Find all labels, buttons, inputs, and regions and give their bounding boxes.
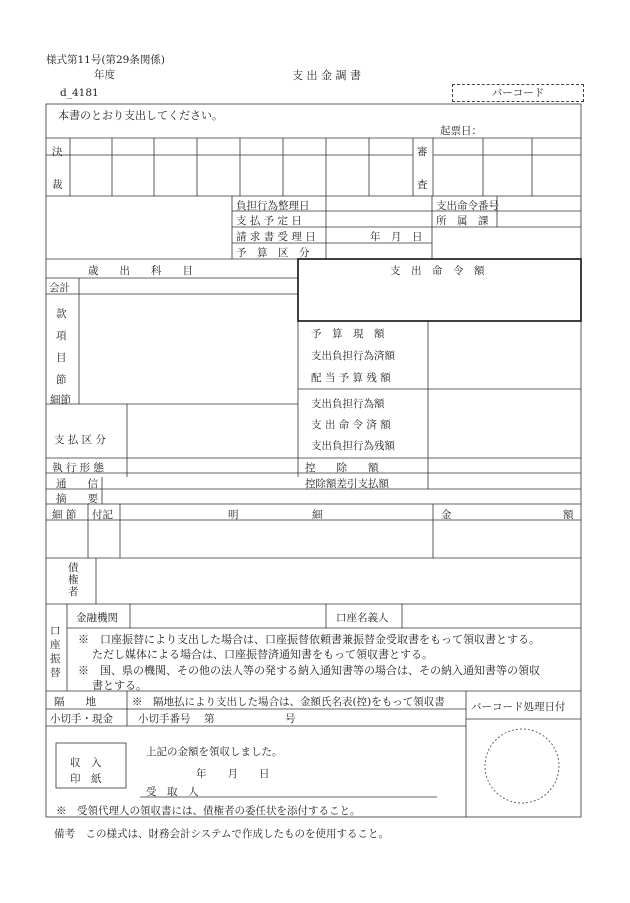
account-holder-label: 口座名義人 — [336, 612, 389, 624]
document-title: 支 出 金 調 書 — [292, 69, 361, 82]
net-payment-label: 控除額差引支払額 — [305, 478, 389, 490]
form-number: 様式第11号(第29条関係) — [46, 54, 165, 66]
receipt-date-label: 年 月 日 — [196, 768, 270, 780]
creditor-label: 債権者 — [68, 562, 79, 598]
footer-remark: 備考 この様式は、財務会計システムで作成したものを使用すること。 — [54, 828, 389, 840]
shinsa-label-top: 審 — [417, 146, 428, 158]
setsu-label: 節 — [56, 374, 67, 386]
revenue-stamp-label-top: 収 入 — [70, 757, 102, 769]
deduction-label: 控 除 額 — [305, 462, 379, 474]
payment-type-label: 支 払 区 分 — [54, 434, 107, 446]
futan-date-label: 負担行為整理日 — [236, 200, 310, 212]
ymd-label: 年 月 日 — [370, 231, 423, 243]
check-cash-label: 小切手・現金 — [50, 713, 113, 725]
bank-note-1: ※ 口座振替により支出した場合は、口座振替依頼書兼振替金受取書をもって領収書とする。 — [78, 633, 540, 646]
expenditure-item-header: 歳 出 科 目 — [88, 265, 193, 277]
moku-label: 目 — [56, 352, 67, 364]
saisetsu-label: 細節 — [50, 394, 71, 406]
order-number-label: 支出命令番号 — [436, 200, 499, 212]
receipt-note: ※ 受領代理人の領収書には、債権者の委任状を添付すること。 — [56, 805, 361, 817]
remote-note: ※ 隔地払により支出した場合は、金額氏名表(控)をもって領収書 — [132, 696, 445, 708]
document-id: d_4181 — [60, 87, 99, 99]
barcode-box: バーコード — [452, 84, 584, 102]
futan-balance-label: 支出負担行為残額 — [311, 440, 395, 452]
kou-label: 項 — [56, 330, 67, 342]
kessai-label-top: 決 — [52, 146, 63, 158]
bank-label: 金融機関 — [76, 612, 118, 624]
issue-date-label: 起票日： — [440, 125, 482, 137]
remote-label: 隔 地 — [54, 696, 96, 708]
check-gou-label: 号 — [285, 713, 296, 725]
futan-amount-label: 支出負担行為額 — [311, 398, 385, 410]
detail-description-header: 明 細 — [228, 509, 323, 521]
bank-note-4: 書とする。 — [92, 679, 147, 692]
payment-date-label: 支 払 予 定 日 — [236, 215, 302, 227]
allocated-balance-label: 配 当 予 算 残 額 — [311, 372, 391, 384]
detail-saisetsu-header: 細 節 — [52, 509, 77, 521]
barcode-date-label: バーコード処理日付 — [471, 701, 566, 713]
receiver-label: 受 取 人 — [146, 786, 199, 798]
revenue-stamp-label-bottom: 印 紙 — [70, 773, 102, 785]
kessai-label-bottom: 裁 — [52, 179, 63, 191]
futan-done-label: 支出負担行為済額 — [311, 350, 395, 362]
order-done-label: 支 出 命 令 済 額 — [311, 419, 391, 431]
bank-transfer-side-label: 口座振替 — [50, 625, 61, 679]
department-label: 所 属 課 — [436, 215, 489, 227]
kan-label: 款 — [56, 308, 67, 320]
invoice-date-label: 請 求 書 受 理 日 — [236, 231, 316, 243]
shinsa-label-bottom: 査 — [417, 179, 428, 191]
execution-form-label: 執 行 形 態 — [52, 462, 105, 474]
check-dai-label: 第 — [204, 713, 215, 725]
detail-note-header: 付記 — [92, 509, 113, 521]
bank-note-2: ただし媒体による場合は、口座振替済通知書をもって領収書とする。 — [92, 648, 433, 661]
budget-amount-label: 予 算 現 額 — [311, 328, 385, 340]
budget-category-label: 予 算 区 分 — [236, 247, 310, 259]
kaikei-label: 会計 — [49, 282, 70, 294]
summary-label: 摘 要 — [56, 493, 98, 505]
check-number-label: 小切手番号 — [138, 713, 191, 725]
bank-note-3: ※ 国、県の機関、その他の法人等の発する納入通知書等の場合は、その納入通知書等の領収 — [78, 664, 540, 677]
fiscal-year-label: 年度 — [94, 69, 115, 81]
instruction-text: 本書のとおり支出してください。 — [58, 109, 223, 122]
payment-order-amount-header: 支 出 命 令 額 — [390, 265, 485, 277]
detail-amount-header-right: 額 — [563, 509, 574, 521]
communication-label: 通 信 — [56, 478, 98, 490]
received-statement: 上記の金額を領収しました。 — [146, 746, 283, 758]
detail-amount-header-left: 金 — [441, 509, 452, 521]
